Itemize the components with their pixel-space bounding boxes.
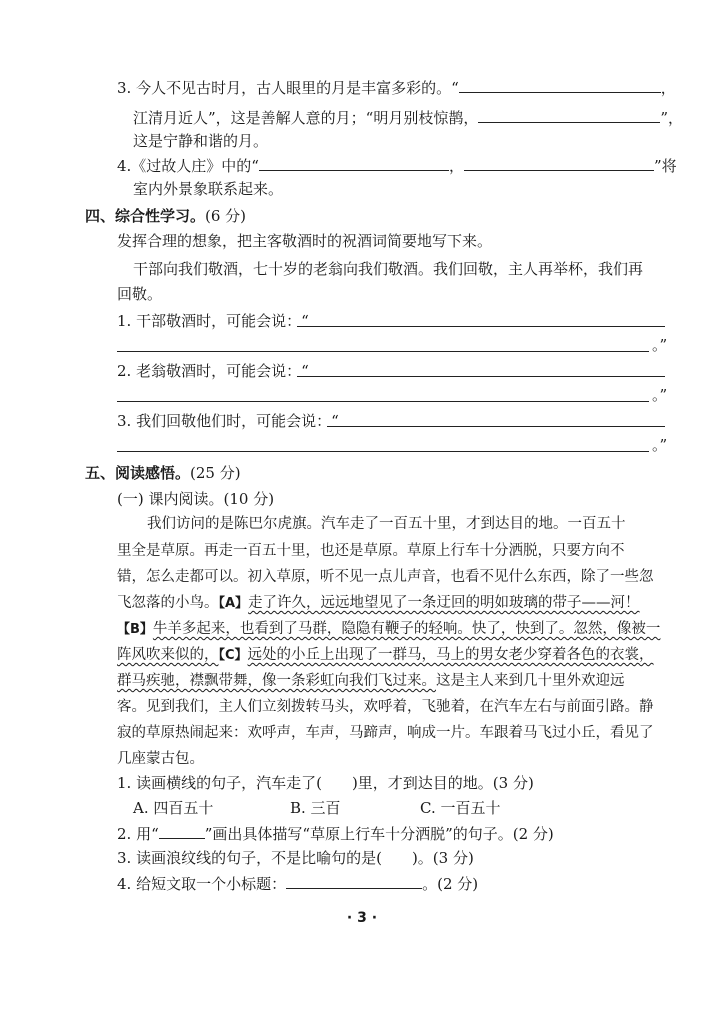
marker-c: 【C】 bbox=[218, 648, 248, 663]
sub-heading bbox=[117, 488, 274, 510]
sub-title: (一) 课内阅读。 bbox=[117, 490, 224, 508]
answer-line[interactable] bbox=[117, 450, 649, 452]
passage-line bbox=[117, 644, 654, 667]
punct: 。” bbox=[652, 386, 668, 404]
passage-line: 里全是草原。再走一百五十里，也还是草原。草原上行车十分洒脱，只要方向不 bbox=[117, 543, 625, 559]
reading-q2 bbox=[117, 822, 554, 845]
answer-line[interactable] bbox=[117, 400, 649, 402]
punct: ， bbox=[448, 157, 464, 175]
answer-line[interactable] bbox=[297, 325, 665, 327]
poem-q3-line1 bbox=[117, 76, 676, 99]
poem-q4-text: 4.《过故人庄》中的“ bbox=[117, 157, 259, 175]
answer-line[interactable] bbox=[297, 375, 665, 377]
section5-heading bbox=[85, 462, 241, 484]
section-title: 五、阅读感悟。 bbox=[85, 464, 191, 482]
poem-q3-line3: 这是宁静和谐的月。 bbox=[133, 132, 269, 150]
question-text: )里，才到达目的地。(3 分) bbox=[351, 774, 534, 792]
score: (6 分) bbox=[205, 207, 247, 225]
question-text: ”画出具体描写“草原上行车十分洒脱”的句子。(2 分) bbox=[204, 825, 554, 843]
passage-line: 寂的草原热闹起来：欢呼声，车声，马蹄声，响成一片。车跟着马飞过小丘，看见了 bbox=[117, 725, 654, 741]
wavy-sentence: 牛羊多起来，也看到了马群，隐隐有鞭子的轻响。快了，快到了。忽然，像被一 bbox=[152, 621, 661, 637]
answer-blank[interactable] bbox=[459, 76, 661, 93]
score: (25 分) bbox=[190, 464, 241, 482]
section-title: 四、综合性学习。 bbox=[85, 207, 206, 225]
answer-blank[interactable] bbox=[286, 872, 422, 889]
answer-line[interactable] bbox=[117, 350, 649, 352]
section4-heading bbox=[85, 205, 246, 227]
reading-q3 bbox=[117, 847, 474, 869]
punct: ， bbox=[660, 79, 676, 97]
underline-sample bbox=[159, 822, 205, 839]
answer-blank[interactable] bbox=[464, 154, 654, 171]
wavy-sentence: 远处的小丘上出现了一群马，马上的男女老少穿着各色的衣裳， bbox=[247, 647, 654, 663]
punct: 。” bbox=[652, 436, 668, 454]
wavy-sentence: 群马疾驰，襟飘带舞，像一条彩虹向我们飞过来。 bbox=[117, 673, 436, 689]
passage-line: 错，怎么走都可以。初入草原，听不见一点儿声音，也看不见什么东西，除了一些忽 bbox=[117, 569, 654, 585]
punct: 。” bbox=[652, 336, 668, 354]
context-text: 回敬。 bbox=[117, 285, 163, 303]
option-a[interactable]: A. 四百五十 bbox=[133, 799, 214, 817]
answer-blank[interactable] bbox=[259, 154, 449, 171]
score: (10 分) bbox=[223, 490, 275, 508]
question-text: )。(3 分) bbox=[411, 849, 474, 867]
poem-q4-line1 bbox=[117, 154, 677, 177]
instruction: 发挥合理的想象，把主客敬酒时的祝酒词简要地写下来。 bbox=[117, 232, 493, 250]
passage-text: 我们访问的是陈巴尔虎旗。汽车走了一百五十里，才到达目的地。一百五十 bbox=[147, 516, 626, 532]
answer-line[interactable] bbox=[327, 425, 665, 427]
passage-line: 几座蒙古包。 bbox=[117, 751, 204, 767]
question-text: 。(2 分) bbox=[422, 875, 479, 893]
wavy-sentence: 阵风吹来似的， bbox=[117, 647, 219, 663]
punct: ”， bbox=[660, 109, 684, 127]
question-1: 1. 干部敬酒时，可能会说：“ bbox=[117, 312, 309, 330]
passage-line: 客。见到我们，主人们立刻拨转马头，欢呼着，飞驰着，在汽车左右与前面引路。静 bbox=[117, 699, 654, 715]
option-c[interactable]: C. 一百五十 bbox=[420, 799, 501, 817]
question-text: 3. 读画浪纹线的句子，不是比喻句的是( bbox=[117, 849, 382, 867]
poem-q3-text2: 江清月近人”，这是善解人意的月；“明月别枝惊鹊， bbox=[133, 109, 479, 127]
marker-a: 【A】 bbox=[218, 596, 249, 611]
passage-line bbox=[117, 670, 625, 692]
passage-line bbox=[147, 513, 626, 535]
option-b[interactable]: B. 三百 bbox=[290, 799, 341, 817]
passage-line bbox=[117, 618, 660, 641]
question-2: 2. 老翁敬酒时，可能会说：“ bbox=[117, 362, 309, 380]
passage-text: 这是主人来到几十里外欢迎远 bbox=[436, 673, 625, 689]
reading-q1 bbox=[117, 772, 534, 794]
poem-q3-text: 3. 今人不见古时月，古人眼里的月是丰富多彩的。“ bbox=[117, 79, 459, 97]
question-text: 1. 读画横线的句子，汽车走了( bbox=[117, 774, 322, 792]
question-text: 4. 给短文取一个小标题： bbox=[117, 875, 287, 893]
question-3: 3. 我们回敬他们时，可能会说：“ bbox=[117, 412, 339, 430]
reading-q4 bbox=[117, 872, 478, 895]
passage-line bbox=[117, 592, 640, 615]
poem-q4-line2: 室内外景象联系起来。 bbox=[133, 180, 284, 198]
wavy-sentence: 走了许久，远远地望见了一条迂回的明如玻璃的带子——河！ bbox=[248, 595, 640, 611]
poem-q3-line2 bbox=[133, 106, 683, 129]
punct: ”将 bbox=[654, 157, 677, 175]
answer-blank[interactable] bbox=[478, 106, 660, 123]
passage-text: 飞忽落的小鸟。 bbox=[117, 595, 219, 611]
context-text: 干部向我们敬酒，七十岁的老翁向我们敬酒。我们回敬，主人再举杯，我们再 bbox=[133, 260, 644, 278]
page-number: · 3 · bbox=[346, 910, 378, 926]
marker-b: 【B】 bbox=[117, 622, 153, 637]
question-text: 2. 用“ bbox=[117, 825, 159, 843]
